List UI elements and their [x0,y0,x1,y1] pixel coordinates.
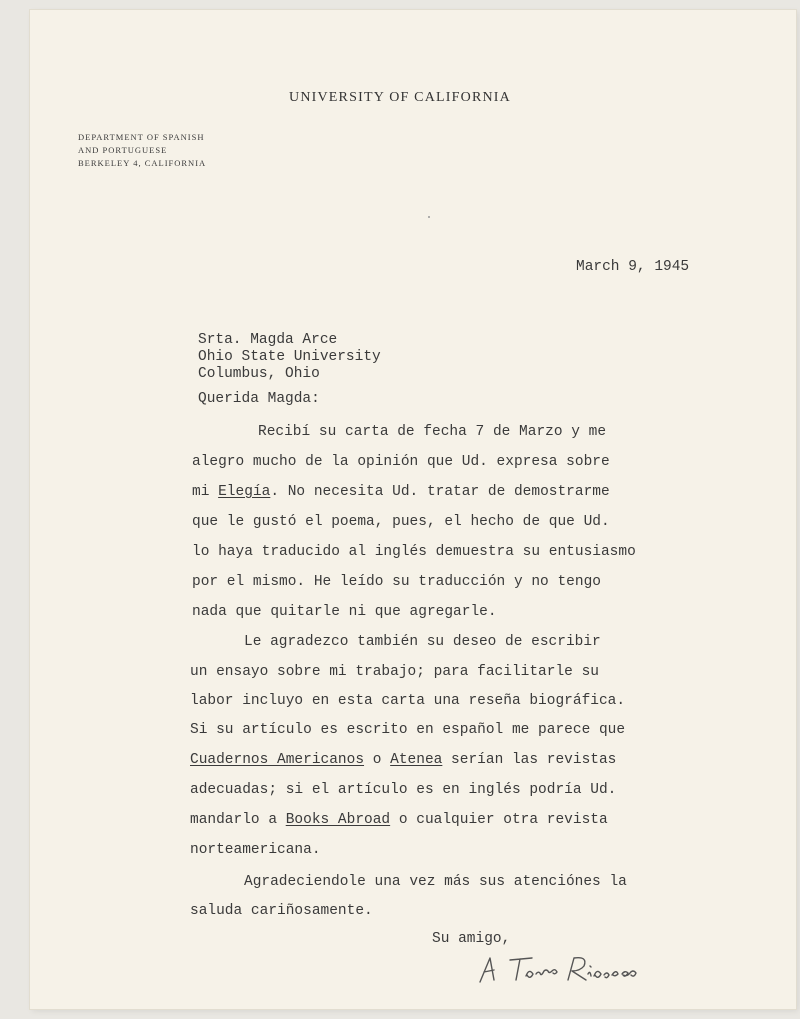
paragraph-1-line: alegro mucho de la opinión que Ud. expresa sobre [192,454,610,470]
poem-title: Elegía [218,484,271,500]
paper-speck [428,216,430,218]
paragraph-1-line: lo haya traducido al inglés demuestra su entusiasmo [192,544,636,560]
paragraph-2-line: adecuadas; si el artículo es en inglés podría Ud. [190,782,617,798]
paragraph-2-line: Le agradezco también su deseo de escribir [244,634,601,650]
paragraph-2-line: Si su artículo es escrito en español me parece que [190,722,626,738]
letterhead-institution: UNIVERSITY OF CALIFORNIA [289,90,511,105]
handwritten-signature [476,948,656,988]
closing: Su amigo, [432,931,511,947]
paragraph-2-line: labor incluyo en esta carta una reseña biográfica. [190,693,626,709]
journal-title: Cuadernos Americanos [190,752,365,768]
department-address [78,131,206,170]
journal-title: Books Abroad [285,812,391,828]
paragraph-1-line: mi Elegía. No necesita Ud. tratar de demostrarme [192,484,610,500]
recipient-address [198,332,381,383]
paragraph-1-line: nada que quitarle ni que agregarle. [192,604,497,620]
journal-title: Atenea [390,752,443,768]
paragraph-3-line: saluda cariñosamente. [190,903,373,919]
address-line: Columbus, Ohio [198,366,320,382]
paragraph-2-line: Cuadernos Americanos o Atenea serían las revistas [190,752,617,768]
letter-date: March 9, 1945 [576,259,690,275]
paragraph-1-line: por el mismo. He leído su traducción y no tengo [192,574,601,590]
department-line: AND PORTUGUESE [78,145,168,155]
address-line: Srta. Magda Arce [198,332,338,348]
department-line: DEPARTMENT OF SPANISH [78,132,205,142]
paragraph-1-line: Recibí su carta de fecha 7 de Marzo y me [258,424,607,440]
paragraph-2-line: mandarlo a Books Abroad o cualquier otra revista [190,812,608,828]
department-line: BERKELEY 4, CALIFORNIA [78,158,207,168]
address-line: Ohio State University [198,349,381,365]
paragraph-2-line: norteamericana. [190,842,321,858]
paragraph-1-line: que le gustó el poema, pues, el hecho de que Ud. [192,514,610,530]
paragraph-2-line: un ensayo sobre mi trabajo; para facilitarle su [190,664,599,680]
paragraph-3-line: Agradeciendole una vez más sus atenciónes la [244,874,627,890]
salutation: Querida Magda: [198,391,320,407]
